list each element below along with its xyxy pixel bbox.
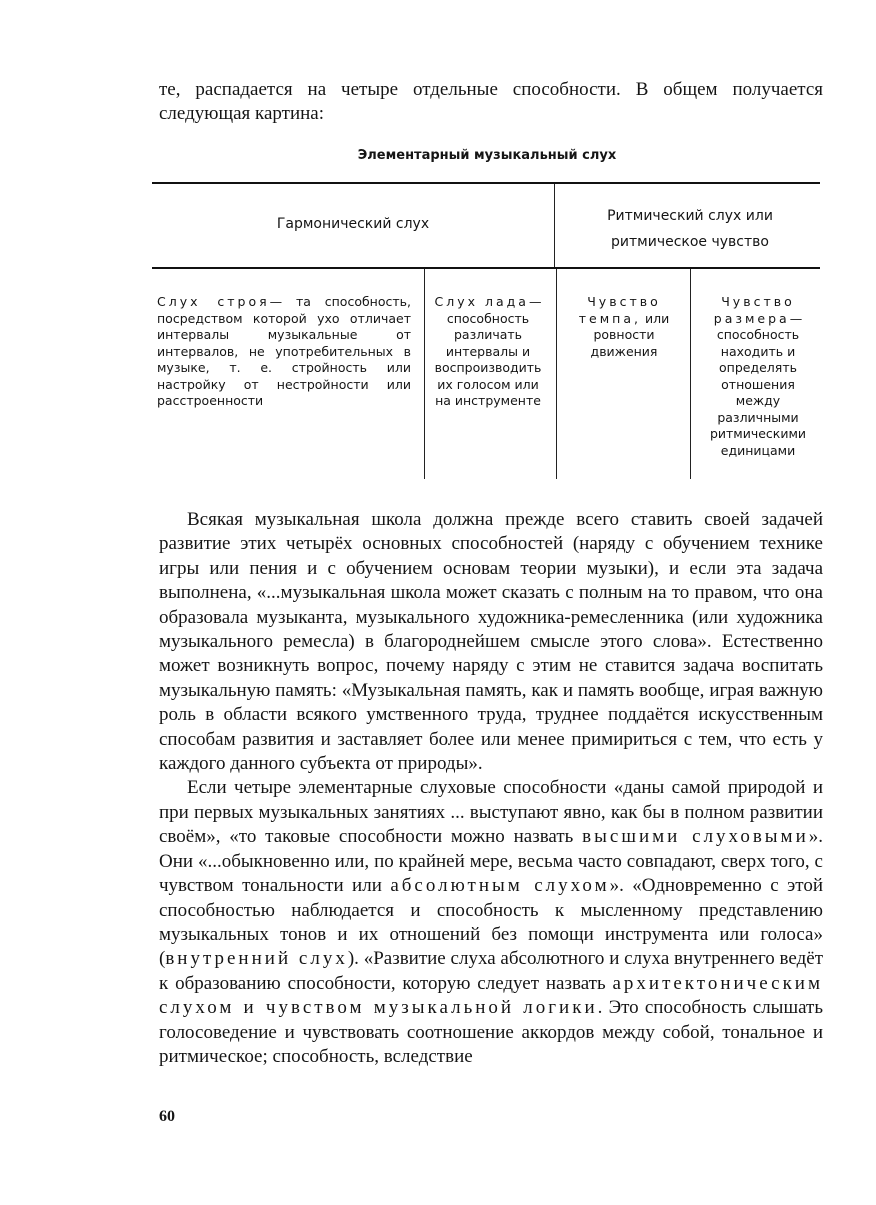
intro-paragraph: те, распадается на четыре отдельные способности. В общем получается следующая картина:: [159, 79, 823, 124]
column-divider-3: [690, 269, 691, 479]
term-inner-hearing: внутренний слух: [165, 948, 348, 970]
page-number: 60: [159, 1108, 175, 1125]
cell-tuning-hearing: [157, 294, 411, 410]
term-architectonic-hearing: архитектоническим слухом и чувством музыкальной логики: [159, 972, 823, 1019]
table-header-rule: [152, 267, 820, 269]
text-mode-hearing: — способность различать интервалы и воспроизводить их голосом или на инструменте: [434, 294, 542, 408]
paragraph-2-part-5: . Это способность слышать голосоведение и чувствовать соотношение аккордов между собой, тональное и ритмическое; способность, вследствие: [159, 997, 823, 1067]
text-meter-sense: — способность находить и определять отношения между различными ритмическими единицами: [709, 310, 807, 458]
paragraph-2-part-4: ). «Развитие слуха абсолютного и слуха внутреннего ведёт к образованию способности, которую следует назвать: [159, 948, 823, 994]
cell-tempo-sense: [562, 294, 686, 360]
term-absolute-pitch: абсолютным слухом: [390, 875, 610, 897]
column-divider-2: [556, 269, 557, 479]
table-title: Элементарный музыкальный слух: [357, 148, 617, 163]
term-higher-hearing: высшими слуховыми: [582, 826, 809, 848]
header-rhythmic-line1: Ритмический слух или: [607, 208, 773, 224]
text-tempo-sense: или ровности движения: [590, 310, 670, 359]
term-tuning-hearing: Слух строя: [157, 294, 270, 309]
text-tuning-hearing: — та способность, посредством которой ухо отличает интервалы музыкальные от интервалов, не употребительных в музыке, т. е. стройность или настройку от нестройности или расстроенности: [157, 294, 411, 408]
header-rhythmic-hearing: [560, 203, 820, 255]
column-divider-1: [424, 269, 425, 479]
paragraph-2-part-2: ». Они «...обыкновенно или, по крайней мере, весьма часто совпадают, сверх того, с чувством тональности или: [159, 826, 824, 897]
term-tempo-sense: Чувство темпа,: [578, 294, 661, 326]
paragraph-2-part-1: Если четыре элементарные слуховые способности «даны самой природой и при первых музыкальных занятиях ... выступают явно, как бы в полном развитии своём», «то таковые способности можно назвать: [159, 777, 823, 848]
cell-meter-sense: [697, 294, 819, 459]
paragraph-2-part-3: ». «Одновременно с этой способностью наблюдается и способность к мысленному представлению музыкальных тонов и их отношений без помощи инструмента или голоса» (: [159, 875, 823, 970]
header-divider: [554, 184, 555, 267]
header-harmonic-hearing: Гармонический слух: [276, 216, 430, 232]
table-top-rule: [152, 182, 820, 184]
term-meter-sense: Чувство размера: [713, 294, 795, 326]
body-text: [159, 508, 823, 1069]
paragraph-2: [159, 776, 823, 1069]
header-rhythmic-line2: ритмическое чувство: [611, 234, 769, 250]
paragraph-1: Всякая музыкальная школа должна прежде всего ставить своей задачей развитие этих четырёх основных способностей (наряду с обучением технике игры или пения и с обучением основам теории музыки), и если эта задача выполнена, «...музыкальная школа может сказать с полным на то правом, что она образовала музыканта, музыкального художника-ремесленника (или художника музыкального ремесла) в благороднейшем смысле этого слова». Естественно может возникнуть вопрос, почему наряду с этим не ставится задача воспитать музыкальную память: «Музыкальная память, как и память вообще, играя важную роль в области всякого умственного труда, труднее поддаётся искусственным способам развития и заставляет более или менее примириться с тем, что есть у каждого данного субъекта от природы».: [159, 509, 823, 775]
cell-mode-hearing: [430, 294, 546, 410]
term-mode-hearing: Слух лада: [434, 294, 529, 309]
